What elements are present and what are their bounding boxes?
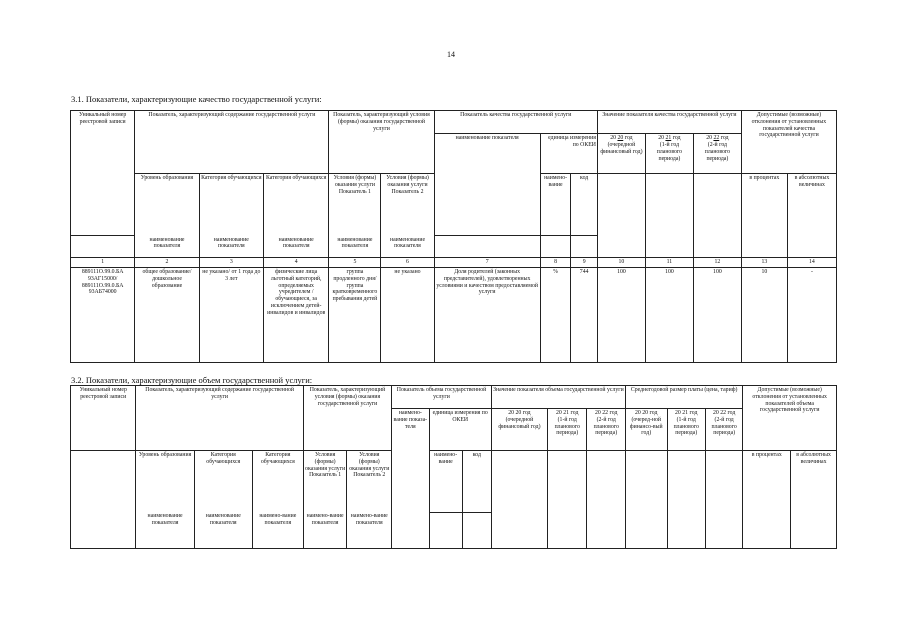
- col-content-header: Показатель, характеризующий содержание государственной услуги: [136, 386, 303, 409]
- category2-header: Категория обучающихся: [252, 450, 303, 512]
- quality-table: [70, 110, 837, 363]
- col-number: 1: [71, 258, 135, 268]
- name-indicator-label: наименование показателя: [329, 236, 381, 258]
- name-indicator-label: наименование показателя: [199, 236, 263, 258]
- cell-value-year2: 100: [645, 267, 693, 362]
- deviation-percent-header: в процентах: [741, 174, 787, 258]
- col-number: 12: [693, 258, 741, 268]
- cell-unit-name: %: [540, 267, 571, 362]
- col-regnum-header: Уникальный номер реестровой записи: [71, 111, 135, 236]
- cell-category2: физические лица льготный категорий, определяемых учредителем / обучающиеся, за исключением детей-инвалидов и инвалидов: [263, 267, 328, 362]
- year2-header: 20 21 год (1-й год планового периода): [547, 408, 586, 450]
- col-volume-header: Показатель объема государственной услуги: [392, 386, 492, 409]
- col-conditions-header: Показатель, характеризующий условия (формы) оказания государственной услуги: [329, 111, 434, 134]
- col-number: 8: [540, 258, 571, 268]
- col-number: 6: [381, 258, 434, 268]
- name-indicator-label: наименование показателя: [135, 236, 199, 258]
- col-number: 3: [199, 258, 263, 268]
- level-header: Уровень образования: [135, 174, 199, 236]
- col-number: 2: [135, 258, 199, 268]
- unit-code-header: код: [571, 174, 598, 236]
- volume-table: [70, 385, 837, 549]
- col-number: 13: [741, 258, 787, 268]
- deviation-absolute-header: в абсолютных величинах: [791, 450, 837, 548]
- indicator-name-header: наименование показателя: [434, 134, 540, 174]
- unit-header: единица измерения по ОКЕИ: [540, 134, 597, 174]
- name-indicator-label: наименование показателя: [136, 512, 194, 548]
- col-number: 5: [329, 258, 381, 268]
- col-number: 14: [787, 258, 836, 268]
- col-number: 9: [571, 258, 598, 268]
- section-volume-title: 3.2. Показатели, характеризующие объем государственной услуги:: [71, 375, 313, 385]
- col-conditions-header: Показатель, характеризующий условия (формы) оказания государственной услуги: [303, 386, 391, 409]
- cell-value-year3: 100: [693, 267, 741, 362]
- col-deviation-header: Допустимые (возможные) отклонения от установленных показателей качества государственной услуги: [741, 111, 836, 174]
- cell-indicator: Доля родителей (законных представителей), удовлетворенных условиями и качеством предоставляемой услуги: [434, 267, 540, 362]
- category1-header: Категория обучающихся: [194, 450, 252, 512]
- deviation-percent-header: в процентах: [743, 450, 791, 548]
- name-indicator-label: наимено-вание показателя: [303, 512, 347, 548]
- deviation-absolute-header: в абсолютных величинах: [787, 174, 836, 258]
- cell-level: общее образование/ дошкольное образование: [135, 267, 199, 362]
- condition2-header: Условия (формы) оказания услуги Показатель 2: [347, 450, 392, 512]
- table-row: [71, 267, 837, 362]
- condition2-header: Условия (формы) оказания услуги Показатель 2: [381, 174, 434, 236]
- cell-unit-code: 744: [571, 267, 598, 362]
- cell-deviation-absolute: -: [787, 267, 836, 362]
- section-quality-title: 3.1. Показатели, характеризующие качество государственной услуги:: [71, 94, 322, 104]
- unit-name-header: наимено-вание: [429, 450, 462, 512]
- name-indicator-label: наименование показателя: [263, 236, 328, 258]
- year1-header: 20 20 год (очередной финансовый год): [597, 134, 645, 174]
- year1-header: 20 20 год (очередной финансовый год): [491, 408, 547, 450]
- col-content-header: Показатель, характеризующий содержание государственной услуги: [135, 111, 329, 134]
- unit-code-header: код: [462, 450, 491, 512]
- year2-header: 20 21 год (1-й год планового периода): [645, 134, 693, 174]
- condition1-header: Условия (формы) оказания услуги Показатель 1: [303, 450, 347, 512]
- col-regnum-header: Уникальный номер реестровой записи: [71, 386, 136, 451]
- page-number: 14: [447, 50, 455, 59]
- name-indicator-label: наимено-вание показателя: [252, 512, 303, 548]
- cell-condition2: не указано: [381, 267, 434, 362]
- condition1-header: Условия (формы) оказания услуги Показатель 1: [329, 174, 381, 236]
- col-value-header: Значение показателя качества государственной услуги: [597, 111, 741, 134]
- cell-category1: не указано/ от 1 года до 3 лет: [199, 267, 263, 362]
- col-number: 11: [645, 258, 693, 268]
- col-fee-header: Среднегодовой размер платы (цена, тариф): [625, 386, 742, 409]
- fee-year1-header: 20 20 год (очеред-ной финансо-вый год): [625, 408, 667, 450]
- cell-deviation-percent: 10: [741, 267, 787, 362]
- indicator-name-header: наимено-вание показа-теля: [392, 408, 429, 548]
- name-indicator-label: наимено-вание показателя: [347, 512, 392, 548]
- col-quality-header: Показатель качества государственной услуги: [434, 111, 597, 134]
- name-indicator-label: наименование показателя: [194, 512, 252, 548]
- unit-header: единица измерения по ОКЕИ: [429, 408, 491, 450]
- year3-header: 20 22 год (2-й год планового периода): [693, 134, 741, 174]
- col-deviation-header: Допустимые (возможные) отклонения от установленных показателей объема государственной услуги: [743, 386, 837, 451]
- cell-condition1: группа продленного дня/ группа кратковременного пребывания детей: [329, 267, 381, 362]
- category1-header: Категория обучающихся: [199, 174, 263, 236]
- fee-year3-header: 20 22 год (2-й год планового периода): [705, 408, 742, 450]
- cell-value-year1: 100: [597, 267, 645, 362]
- col-value-header: Значение показателя объема государственной услуги: [491, 386, 625, 409]
- category2-header: Категория обучающихся: [263, 174, 328, 236]
- col-number: 10: [597, 258, 645, 268]
- unit-name-header: наимено-вание: [540, 174, 571, 236]
- cell-regnum: 889111О.99.0.БА 93АГ15000/ 889111О.99.0.БА 93АБ74000: [71, 267, 135, 362]
- fee-year2-header: 20 21 год (1-й год планового периода): [667, 408, 705, 450]
- year3-header: 20 22 год (2-й год планового периода): [587, 408, 625, 450]
- col-number: 4: [263, 258, 328, 268]
- name-indicator-label: наименование показателя: [381, 236, 434, 258]
- level-header: Уровень образования: [136, 450, 194, 512]
- col-number: 7: [434, 258, 540, 268]
